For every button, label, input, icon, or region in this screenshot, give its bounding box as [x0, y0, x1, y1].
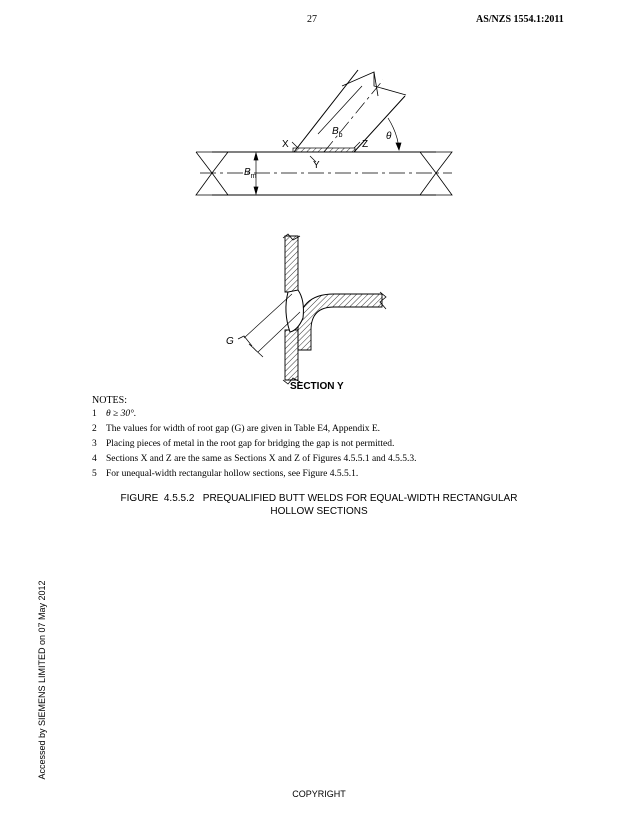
theta-label: θ [386, 131, 392, 142]
z-label: Z [362, 139, 369, 150]
g-label: G [226, 336, 234, 347]
standard-number: AS/NZS 1554.1:2011 [476, 14, 564, 25]
note-item [92, 439, 394, 449]
note-text: Sections X and Z are the same as Sections X and Z of Figures 4.5.5.1 and 4.5.5.3. [106, 454, 417, 464]
section-y-title: SECTION Y [290, 381, 344, 392]
note-item [92, 469, 358, 479]
note-number: 1 [92, 409, 97, 419]
note-item [92, 409, 136, 419]
note-text: θ ≥ 30°. [106, 409, 137, 419]
weld-strip [293, 148, 355, 152]
note-number: 3 [92, 439, 97, 449]
bm-label: $B_m$ [244, 167, 257, 180]
copyright-footer: COPYRIGHT [292, 789, 346, 799]
note-text: The values for width of root gap (G) are given in Table E4, Appendix E. [106, 424, 381, 434]
note-item [92, 454, 417, 464]
access-watermark: Accessed by SIEMENS LIMITED on 07 May 2012 [37, 580, 47, 780]
note-item [92, 424, 380, 434]
note-text: For unequal-width rectangular hollow sections, see Figure 4.5.5.1. [106, 469, 359, 479]
note-number: 2 [92, 424, 97, 434]
page-number: 27 [307, 14, 317, 25]
caption-line-2: HOLLOW SECTIONS [270, 506, 368, 517]
bb-label: $B_b$ [332, 126, 343, 139]
chord-member [196, 152, 452, 195]
figure-caption [60, 492, 578, 518]
note-text: Placing pieces of metal in the root gap for bridging the gap is not permitted. [106, 439, 395, 449]
notes-title: NOTES: [92, 395, 127, 406]
x-label: X [282, 139, 289, 150]
section-y-drawing [238, 234, 386, 384]
caption-line-1: FIGURE 4.5.5.2 PREQUALIFIED BUTT WELDS FOR EQUAL-WIDTH RECTANGULAR [120, 493, 518, 504]
y-label: Y [313, 160, 320, 171]
note-number: 4 [92, 454, 97, 464]
note-number: 5 [92, 469, 97, 479]
